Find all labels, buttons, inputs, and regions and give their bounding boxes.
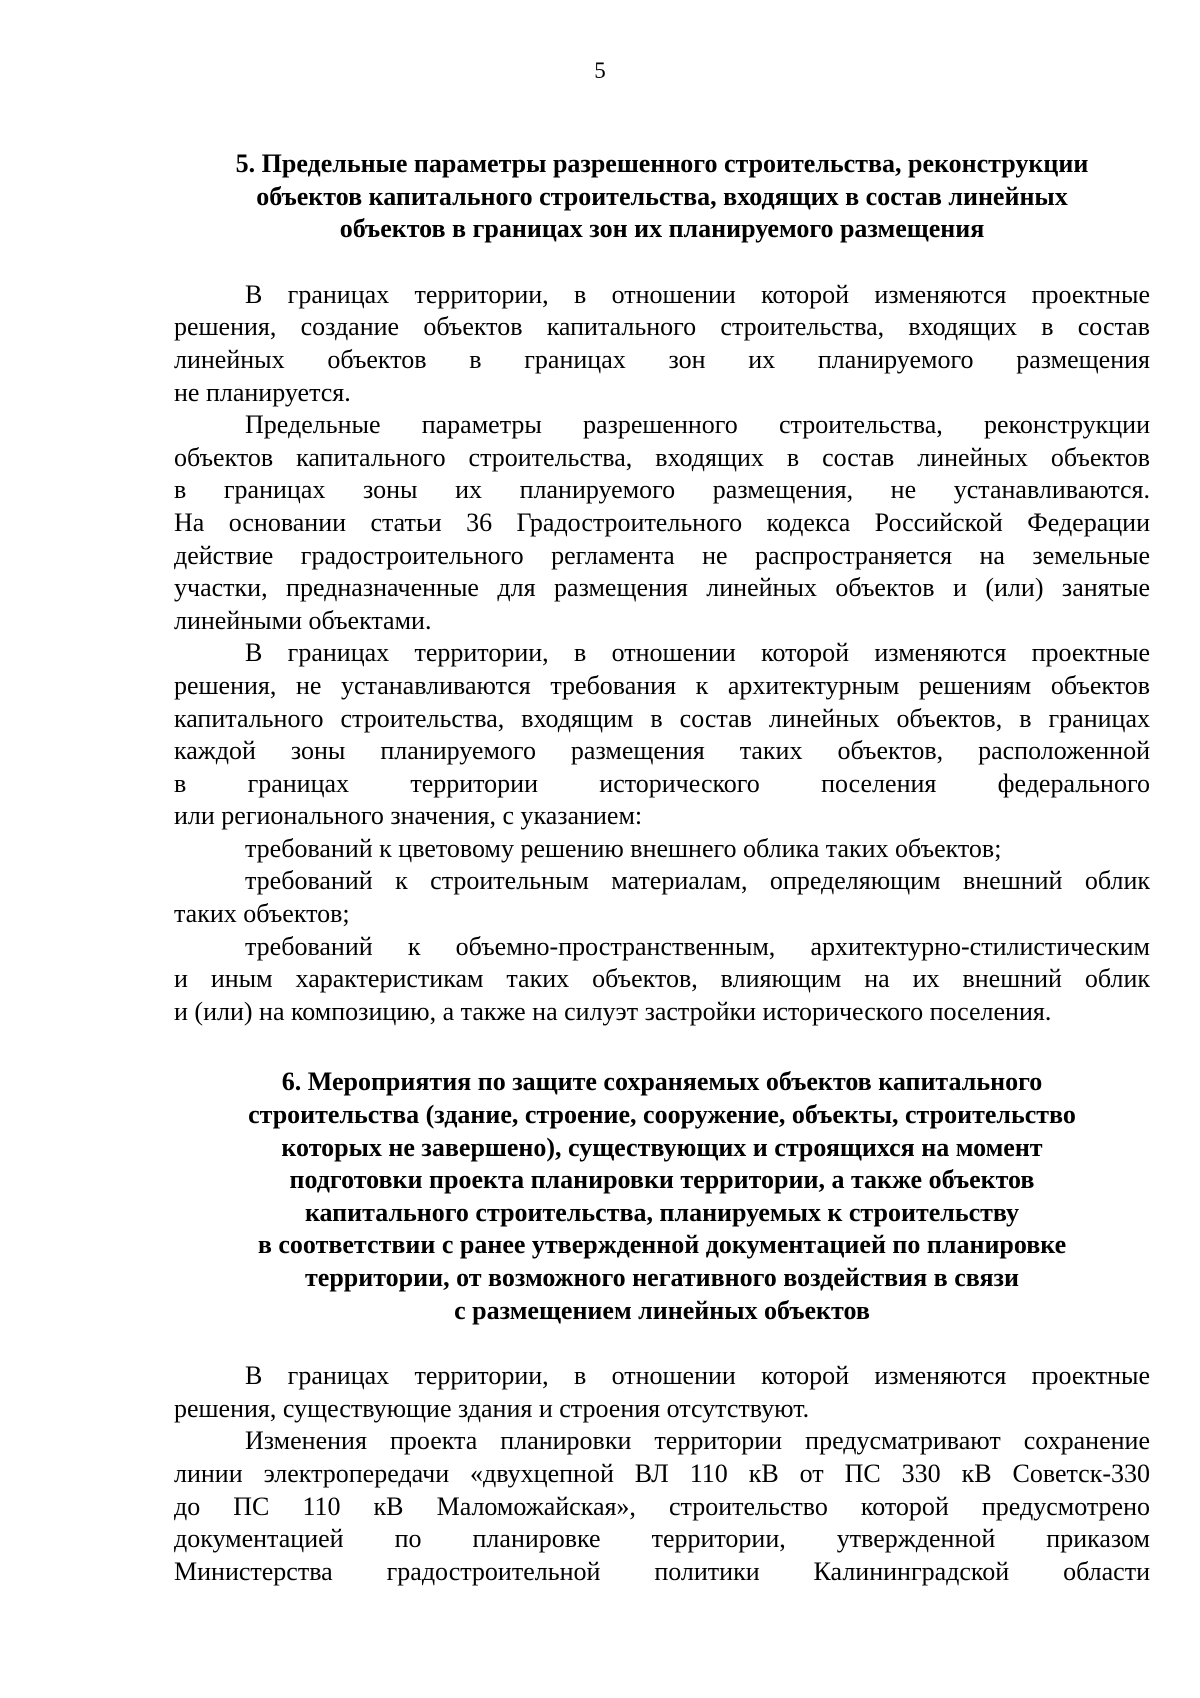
heading-line: с размещением линейных объектов: [454, 1295, 870, 1325]
section-5-body: [174, 279, 1150, 1029]
text-line: таких объектов;: [174, 899, 350, 929]
text-line: документацией по планировке территории, утвержденной приказом: [174, 1524, 1150, 1554]
text-line: действие градостроительного регламента не распространяется на земельные: [174, 540, 1150, 570]
text-line: каждой зоны планируемого размещения таких объектов, расположенной: [174, 736, 1150, 766]
text-line: линейных объектов в границах зон их планируемого размещения: [174, 344, 1150, 374]
paragraph: [174, 1425, 1150, 1588]
text-line: решения, существующие здания и строения отсутствуют.: [174, 1393, 810, 1423]
text-line: В границах территории, в отношении которой изменяются проектные: [245, 1361, 1150, 1391]
list-item: [174, 865, 1150, 930]
heading-line: подготовки проекта планировки территории, а также объектов: [289, 1165, 1035, 1195]
text-line: объектов капитального строительства, входящих в состав линейных объектов: [174, 442, 1150, 472]
text-line: линии электропередачи «двухцепной ВЛ 110 кВ от ПС 330 кВ Советск-330: [174, 1458, 1150, 1488]
text-line: капитального строительства, входящим в состав линейных объектов, в границах: [174, 703, 1150, 733]
text-line: требований к строительным материалам, определяющим внешний облик: [245, 866, 1150, 896]
heading-line: объектов капитального строительства, входящих в состав линейных: [256, 181, 1068, 211]
text-line: или регионального значения, с указанием:: [174, 801, 643, 831]
heading-line: в соответствии с ранее утвержденной документацией по планировке: [257, 1230, 1067, 1260]
text-line: в границах территории исторического поселения федерального: [174, 768, 1150, 798]
list-item: [174, 833, 1150, 866]
paragraph: [174, 1360, 1150, 1425]
text-line: в границах зоны их планируемого размещения, не устанавливаются.: [174, 475, 1150, 505]
text-line: В границах территории, в отношении которой изменяются проектные: [245, 279, 1150, 309]
section-6-body: [174, 1360, 1150, 1588]
text-line: до ПС 110 кВ Маломожайская», строительство которой предусмотрено: [174, 1491, 1150, 1521]
heading-line: 5. Предельные параметры разрешенного строительства, реконструкции: [235, 149, 1089, 178]
text-line: требований к объемно-пространственным, архитектурно-стилистическим: [245, 931, 1150, 961]
heading-line: капитального строительства, планируемых к строительству: [304, 1197, 1020, 1227]
list-item: [174, 931, 1150, 1029]
text-line: Изменения проекта планировки территории предусматривают сохранение: [245, 1426, 1150, 1456]
section-6: [174, 1066, 1150, 1588]
paragraph: [174, 637, 1150, 833]
text-line: решения, не устанавливаются требования к архитектурным решениям объектов: [174, 670, 1150, 700]
text-line: Предельные параметры разрешенного строительства, реконструкции: [245, 410, 1150, 440]
heading-line: 6. Мероприятия по защите сохраняемых объектов капитального: [281, 1067, 1043, 1097]
heading-line: объектов в границах зон их планируемого размещения: [339, 214, 985, 244]
text-line: В границах территории, в отношении которой изменяются проектные: [245, 638, 1150, 668]
text-line: На основании статьи 36 Градостроительного кодекса Российской Федерации: [174, 507, 1150, 537]
paragraph: [174, 409, 1150, 637]
text-line: требований к цветовому решению внешнего облика таких объектов;: [245, 833, 1002, 863]
text-line: не планируется.: [174, 377, 351, 407]
section-6-heading: [174, 1066, 1150, 1327]
text-line: решения, создание объектов капитального строительства, входящих в состав: [174, 312, 1150, 342]
page-number: 5: [594, 58, 606, 83]
heading-line: территории, от возможного негативного воздействия в связи: [305, 1263, 1019, 1292]
heading-line: строительства (здание, строение, сооружение, объекты, строительство: [248, 1100, 1076, 1130]
document-body: [174, 148, 1150, 1588]
text-line: линейными объектами.: [174, 605, 432, 635]
heading-line: которых не завершено), существующих и строящихся на момент: [281, 1132, 1043, 1162]
text-line: участки, предназначенные для размещения линейных объектов и (или) занятые: [174, 573, 1150, 603]
text-line: и (или) на композицию, а также на силуэт застройки исторического поселения.: [174, 996, 1052, 1026]
paragraph: [174, 279, 1150, 409]
text-line: Министерства градостроительной политики Калининградской области: [174, 1556, 1150, 1586]
text-line: и иным характеристикам таких объектов, влияющим на их внешний облик: [174, 964, 1150, 994]
section-5: [174, 148, 1150, 1028]
section-5-heading: [174, 148, 1150, 246]
